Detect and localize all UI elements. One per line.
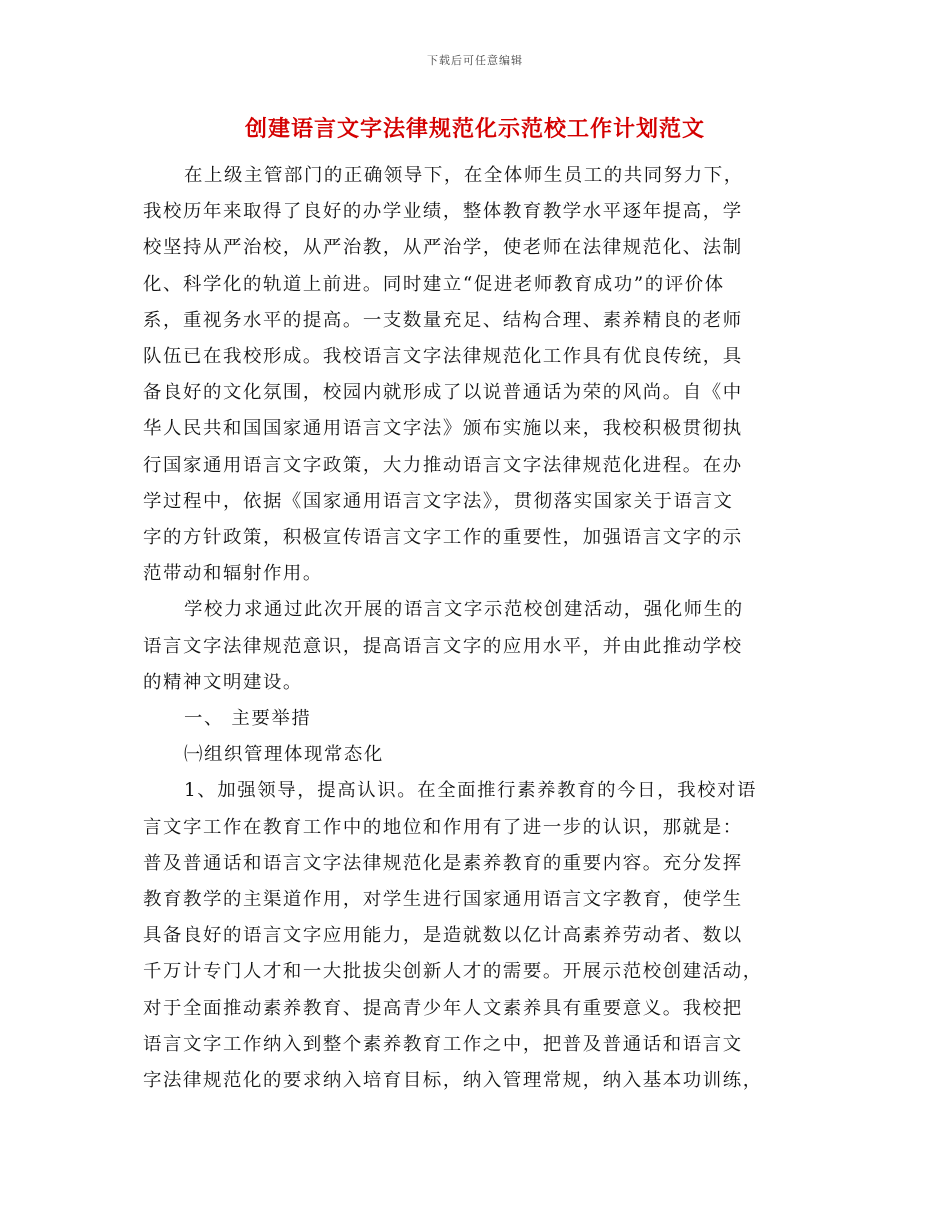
text-line: 校坚持从严治校，从严治教，从严治学，使老师在法律规范化、法制	[143, 237, 743, 259]
text-line: 系，重视务水平的提高。一支数量充足、结构合理、素养精良的老师	[143, 309, 743, 331]
document-title: 创建语言文字法律规范化示范校工作计划范文	[244, 116, 705, 142]
text-line: 千万计专门人才和一大批拔尖创新人才的需要。开展示范校创建活动，	[143, 961, 763, 983]
text-line: 字的方针政策，积极宣传语言文字工作的重要性，加强语言文字的示	[143, 527, 743, 549]
text-line: 队伍已在我校形成。我校语言文字法律规范化工作具有优良传统，具	[143, 346, 743, 368]
text-line: 我校历年来取得了良好的办学业绩，整体教育教学水平逐年提高，学	[143, 201, 743, 223]
text-line: 备良好的文化氛围，校园内就形成了以说普通话为荣的风尚。自《中	[143, 382, 743, 404]
text-line: 语言文字法律规范意识，提高语言文字的应用水平，并由此推动学校	[143, 635, 743, 657]
paragraph-1	[143, 158, 808, 592]
page-header-note: 下载后可任意编辑	[427, 54, 523, 67]
text-line: 化、科学化的轨道上前进。同时建立“促进老师教育成功”的评价体	[143, 273, 725, 295]
text-line: 对于全面推动素养教育、提高青少年人文素养具有重要意义。我校把	[143, 997, 743, 1019]
text-line: 学过程中，依据《国家通用语言文字法》，贯彻落实国家关于语言文	[143, 490, 734, 512]
section-heading: 一、 主要举措	[184, 708, 312, 730]
text-line: 学校力求通过此次开展的语言文字示范校创建活动，强化师生的	[184, 599, 744, 621]
paragraph-3	[143, 773, 808, 1099]
text-line: 普及普通话和语言文字法律规范化是素养教育的重要内容。充分发挥	[143, 852, 743, 874]
text-line: 在上级主管部门的正确领导下，在全体师生员工的共同努力下，	[184, 165, 744, 186]
text-line: 字法律规范化的要求纳入培育目标，纳入管理常规，纳入基本功训练，	[143, 1070, 763, 1092]
text-line: 语言文字工作纳入到整个素养教育工作之中，把普及普通话和语言文	[143, 1033, 743, 1055]
document-body	[143, 158, 808, 1099]
subsection-heading: ㈠组织管理体现常态化	[184, 744, 384, 766]
text-line: 华人民共和国国家通用语言文字法》颁布实施以来，我校积极贯彻执	[143, 418, 743, 440]
text-line: 1、加强领导，提高认识。在全面推行素养教育的今日，我校对语	[184, 780, 758, 802]
text-line: 具备良好的语言文字应用能力，是造就数以亿计高素养劳动者、数以	[143, 925, 743, 947]
text-line: 范带动和辐射作用。	[143, 563, 323, 585]
text-line: 言文字工作在教育工作中的地位和作用有了进一步的认识，那就是：	[143, 816, 743, 838]
text-line: 教育教学的主渠道作用，对学生进行国家通用语言文字教育，使学生	[143, 889, 743, 911]
paragraph-2	[143, 592, 808, 701]
text-line: 的精神文明建设。	[143, 671, 303, 693]
text-line: 行国家通用语言文字政策，大力推动语言文字法律规范化进程。在办	[143, 454, 743, 476]
